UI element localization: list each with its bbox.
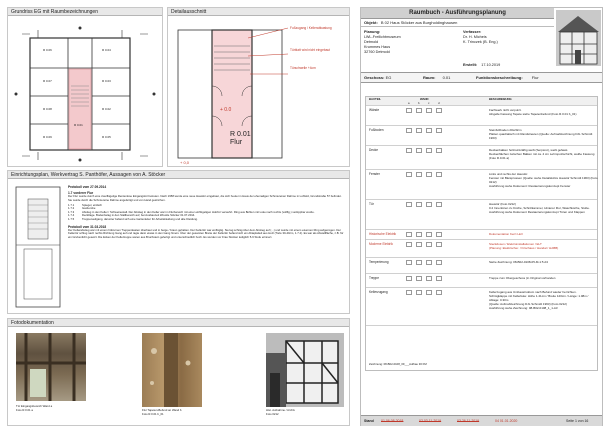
wall-checkbox[interactable] <box>416 232 422 237</box>
roombook-title: Raumbuch - Ausführungsplanung <box>409 10 506 16</box>
wall-checkbox[interactable] <box>436 290 442 295</box>
photo-3-caption: Hist. Aufnahme / Archiv Foto 0212 <box>266 408 295 416</box>
header-wand: WAND <box>420 97 429 101</box>
wall-checkbox[interactable] <box>426 276 432 281</box>
table-row <box>366 274 597 288</box>
planung-line: Krummes Haus <box>364 45 391 49</box>
list-item: 1.7.5 Treppenaufgang, darunter befand sich eine Gartenleiter für Arbeitskleidung und alte Kleidung. <box>68 216 198 221</box>
row-description: Links und rechts der Haustür. Fenster mit Bleisprossen (Quelle: siehe Detailskizze Haustür Schmidt 1963) (Foto 0212) Ausführung siehe Dokument: Restaurierungskonzept Fenster <box>489 172 598 188</box>
page-number: Seite 1 von 16 <box>566 419 589 423</box>
wall-checkbox[interactable] <box>406 276 412 281</box>
list-item: 1.7.2 Garderobe <box>68 206 96 211</box>
objekt-label: Objekt: <box>364 20 378 25</box>
planung-label: Planung: <box>364 30 381 34</box>
header-beschreibung: BESCHREIBUNG <box>489 97 512 101</box>
erstellt-row <box>463 62 553 68</box>
header-bauteil: BAUTEIL <box>369 97 382 101</box>
photo-1 <box>16 333 86 401</box>
list-item: 1.7.1 Spiegel, einfach <box>68 202 102 207</box>
list-item: 1.7.3 Abstieg in den Keller / Schweinestall. Der Abstieg in den Keller war im Flurbereich mit einer einflügeligen Holztür verwehrt. Ring aus Bohlen mit Luke nach rechts (vollflg.) verkippbar wurde. <box>68 209 315 214</box>
wall-checkbox[interactable] <box>406 232 412 237</box>
wall-letter: d <box>438 101 440 105</box>
wall-checkbox[interactable] <box>436 128 442 133</box>
roombook-table <box>365 96 598 371</box>
house-thumbnail <box>556 10 601 66</box>
objekt-value: B 02 Haus Stöcker aus Burgholdinghausen <box>380 20 458 25</box>
row-label: Wände <box>369 108 380 112</box>
wall-letter: a <box>408 101 410 105</box>
floorplan-panel <box>7 7 163 167</box>
wall-checkbox[interactable] <box>436 202 442 207</box>
verfasser-label: Verfasser: <box>463 30 482 34</box>
row-description: Haustür (Foto 0212) 0.2 Innentüren zu Küche, Schrölkammer, Hinterer Flur, Waschküche, Stube. Ausführung siehe Dokument Restaurierungskonzept Türen und Klappen <box>489 202 590 214</box>
stand-4: 04 01.01.2020 <box>495 419 518 423</box>
row-label: Kellerzugang <box>369 290 388 294</box>
wall-checkbox[interactable] <box>406 148 412 153</box>
raum-group <box>423 73 450 82</box>
protocol-text <box>68 185 346 240</box>
highlighted-corridor <box>69 69 91 149</box>
wall-checkbox[interactable] <box>406 108 412 113</box>
row-description: Kellerzugang aus Umbaustruktum nach Befund wieder herrichten. Schrägklappe mit Kellerluke: Höhe 1.41cm / Breite 120cm / Länge: 1.08m / Ablage: 0.30m (Quelle: Aufmaßzeichnung DJL Schmidt 1963) (Foto 0212) Ausführung siehe Zeichnung: 08-B02-0108_1_1-A3 <box>489 290 589 310</box>
wall-checkbox[interactable] <box>416 172 422 177</box>
funktion-label: Funktionsbeschreibung: <box>476 75 523 80</box>
level-label-2: + 0,0 <box>180 160 190 165</box>
wall-checkbox[interactable] <box>416 108 422 113</box>
planung-line: LWL-Freilichtmuseum <box>364 35 401 39</box>
table-row <box>366 200 597 230</box>
floorplan-drawing <box>8 16 162 166</box>
svg-text:R 0.09: R 0.09 <box>43 135 52 139</box>
funktion-value: Flur <box>531 75 539 80</box>
svg-text:R 0.08: R 0.08 <box>43 107 52 111</box>
wall-checkbox[interactable] <box>416 128 422 133</box>
row-label: Fußboden <box>369 128 384 132</box>
detail-annotation-3: Türschwelle +4cm <box>290 66 316 70</box>
row-description: Treppe zum Obergeschoss (in Original vorhanden <box>489 276 556 280</box>
wall-letter: c <box>428 101 430 105</box>
wall-checkbox[interactable] <box>426 202 432 207</box>
table-row <box>366 126 597 146</box>
list-item: 1.7.4 Decktlage. Bodenbelag in den Stallbereich auf, bei Ausbauzeit Wrestle Stöcker 01.07.2014. <box>68 213 196 218</box>
wall-checkbox[interactable] <box>416 290 422 295</box>
row-label: Decke <box>369 148 379 152</box>
detail-annotation-2: Türblatt wird nicht eingebaut <box>290 48 331 52</box>
row-label: Fenster <box>369 172 380 176</box>
erstellt-label: Erstellt: <box>463 63 478 67</box>
table-row <box>366 240 597 258</box>
wall-checkbox[interactable] <box>406 128 412 133</box>
photo-2-caption: Flur Tapeten-Befund an Wand b Foto R.0.01 b_01 <box>142 408 182 416</box>
wall-checkbox[interactable] <box>436 108 442 113</box>
protocol1-list <box>68 204 346 222</box>
wall-checkbox[interactable] <box>416 242 422 247</box>
detail-drawing <box>168 16 349 166</box>
table-row <box>366 106 597 126</box>
protocol2-text: Der Kellerabstieg war mit einem hölzernen Treppenkasten überbaut und in beige / braun gehalten. Der Kellertür war einflüglig. Sie lag schräg über dem Abstieg auf (...) und wurde mit einem eisernen Ring aufgezogen. Der Kellertür schlug nach rechts Richtung Gang auf und ragte dann etwas in den Gang hinein. Über der gesamten Breite der Kellertür befand sich ein Abtaplatteli aus Holz (Tiefe 30-40cm, 1.7.4). Es war als Abstellfläche, z.B. für ein Grubenlicht gesetzt. Die Ecken der Kellertreppe waren aus Bruchstein gefertigt und unterschiedlich hoch. Es wurden vor Frau Stöcker lediglich 5-6 Stufe erinnert. <box>68 227 344 239</box>
setup-plan-drawing <box>14 185 62 309</box>
wall-checkbox[interactable] <box>436 276 442 281</box>
wall-checkbox[interactable] <box>406 202 412 207</box>
wall-letter: b <box>418 101 420 105</box>
wall-checkbox[interactable] <box>406 290 412 295</box>
wall-checkbox[interactable] <box>436 242 442 247</box>
protocol1-title: Protokoll vom 27.09.2014 <box>68 185 107 189</box>
row-label: Historische Elektrik <box>369 232 397 236</box>
photo-panel <box>7 318 350 426</box>
room-name: Flur <box>230 139 243 146</box>
footer-note: Zeichnung: 08-B02-0108_09___Aufbau 30 FM <box>369 362 427 366</box>
row-description: Dokumentation Kerrt Holl <box>489 232 523 236</box>
svg-text:R 0.01: R 0.01 <box>74 123 83 127</box>
wall-checkbox[interactable] <box>436 148 442 153</box>
svg-text:R 0.02: R 0.02 <box>102 107 111 111</box>
row-description: Steckdosen / Elektroinstallationen / ELT (Planung: Elektrischer. / Frischaus / Handal / HABB) <box>489 242 559 250</box>
detail-panel <box>167 7 350 167</box>
wall-checkbox[interactable] <box>426 290 432 295</box>
raum-value: 0.01 <box>442 75 451 80</box>
stand-footer <box>361 415 602 426</box>
stand-label: Stand <box>364 419 374 423</box>
raum-label: Raum: <box>423 75 436 80</box>
wall-checkbox[interactable] <box>416 260 422 265</box>
geschoss-value: EG <box>385 75 392 80</box>
row-description: Steinfußboden 20x20cm Platten quadratisch mit Randstreuten (Quelle: Aufmaßzeichnung DJL Schmidt 1963) <box>489 128 593 140</box>
detail-annotation-1: Fußzugang / Kellerabkastung <box>290 26 332 30</box>
table-row <box>366 288 597 326</box>
roombook-panel <box>360 7 603 426</box>
wall-checkbox[interactable] <box>426 172 432 177</box>
level-label: + 0.0 <box>220 107 232 113</box>
table-header-row <box>366 97 597 106</box>
row-description: Fachwerk nicht verputzt. Alngelle Fassung Tapete siehe Tapetenbefund (Foto R.0.01 b_01) <box>489 108 577 116</box>
planung-block <box>364 30 444 55</box>
wall-checkbox[interactable] <box>426 232 432 237</box>
table-row <box>366 258 597 274</box>
row-label: Moderne Elektrik <box>369 242 393 246</box>
wall-checkbox[interactable] <box>426 148 432 153</box>
row-description: Deckenbalken holzreinkräftig weiß (Serpsrot), weiß gefasst. Deckenflächen zwischen Balken mit ca. 4 cm Lehmputzschicht, weiße Fassung (Foto R.0.01 a) <box>489 148 595 160</box>
svg-text:R 0.03: R 0.03 <box>102 79 111 83</box>
row-label: Tür <box>369 202 374 206</box>
funktion-group <box>476 73 539 82</box>
photo-2 <box>142 333 202 407</box>
wall-checkbox[interactable] <box>416 276 422 281</box>
photo-3 <box>266 333 344 407</box>
protocol2-title: Protokoll vom 31.03.2018 <box>68 224 107 229</box>
svg-text:R 0.04: R 0.04 <box>102 48 111 52</box>
table-row <box>366 146 597 170</box>
wall-checkbox[interactable] <box>406 260 412 265</box>
svg-text:R 0.05: R 0.05 <box>102 135 111 139</box>
stand-3: 03 26.11.2019 <box>457 419 480 423</box>
photo-1-caption: Tür Eingangsbereich Wand a Foto R.0.01 a <box>16 404 53 412</box>
wall-checkbox[interactable] <box>416 148 422 153</box>
verfasser-line: Dr. H. Micheis <box>463 35 487 39</box>
row-label: Temperierung <box>369 260 389 264</box>
room-info-row <box>361 72 602 83</box>
svg-text:R 0.07: R 0.07 <box>43 79 52 83</box>
protocol1-subtitle: 1.7 vorderer Flur <box>68 191 94 196</box>
planung-line: 32760 Detmold <box>364 50 390 54</box>
erstellt-value: 17.10.2019 <box>481 63 501 67</box>
documentation-title: Einrichtungsplan, Werkvertrag S. Panthöfer, Aussagen von A. Stöcker <box>8 171 349 179</box>
stand-1: 01 06.08.2018 <box>381 419 404 423</box>
verfasser-block <box>463 30 553 45</box>
stand-2: 02 03.11.2019 <box>419 419 442 423</box>
wall-checkbox[interactable] <box>426 242 432 247</box>
row-label: Treppe <box>369 276 379 280</box>
wall-checkbox[interactable] <box>436 172 442 177</box>
wall-checkbox[interactable] <box>426 108 432 113</box>
wall-checkbox[interactable] <box>406 242 412 247</box>
svg-text:R 0.06: R 0.06 <box>43 48 52 52</box>
table-row <box>366 170 597 200</box>
room-label: R 0.01 <box>230 131 251 138</box>
protocol1-text: Der Flur wurde durch eine zweiflügelige Rentenlose Eingangstür betreten. Nach 1958 wurde eine neue Haustür eingebaut, die sich heute im Haus der ehemaligen Schmiereiner Dahme in Lohfeld, Grundstraße 57 befindet. Sie wurde durch die Schmiereine Dahme angefertigt und von Hand gestrichen. <box>68 194 342 202</box>
wall-checkbox[interactable] <box>426 260 432 265</box>
wall-checkbox[interactable] <box>436 260 442 265</box>
documentation-panel <box>7 170 350 314</box>
wall-checkbox[interactable] <box>426 128 432 133</box>
table-row <box>366 230 597 240</box>
planung-line: Detmold <box>364 40 379 44</box>
floorplan-title: Grundriss EG mit Raumbezeichnungen <box>8 8 162 16</box>
wall-checkbox[interactable] <box>436 232 442 237</box>
geschoss-label: Geschoss: <box>364 75 385 80</box>
detail-title: Detailausschnitt <box>168 8 349 16</box>
objekt-row <box>361 18 554 27</box>
photo-title: Fotodokumentation <box>8 319 349 327</box>
verfasser-line: K. Trinczek (B. Eng.) <box>463 40 498 44</box>
wall-checkbox[interactable] <box>406 172 412 177</box>
geschoss-group <box>364 73 391 82</box>
wall-checkbox[interactable] <box>416 202 422 207</box>
row-description: Siehe Zeichnung: 08-B02-0108-05-M-1:5 A3 <box>489 260 548 264</box>
